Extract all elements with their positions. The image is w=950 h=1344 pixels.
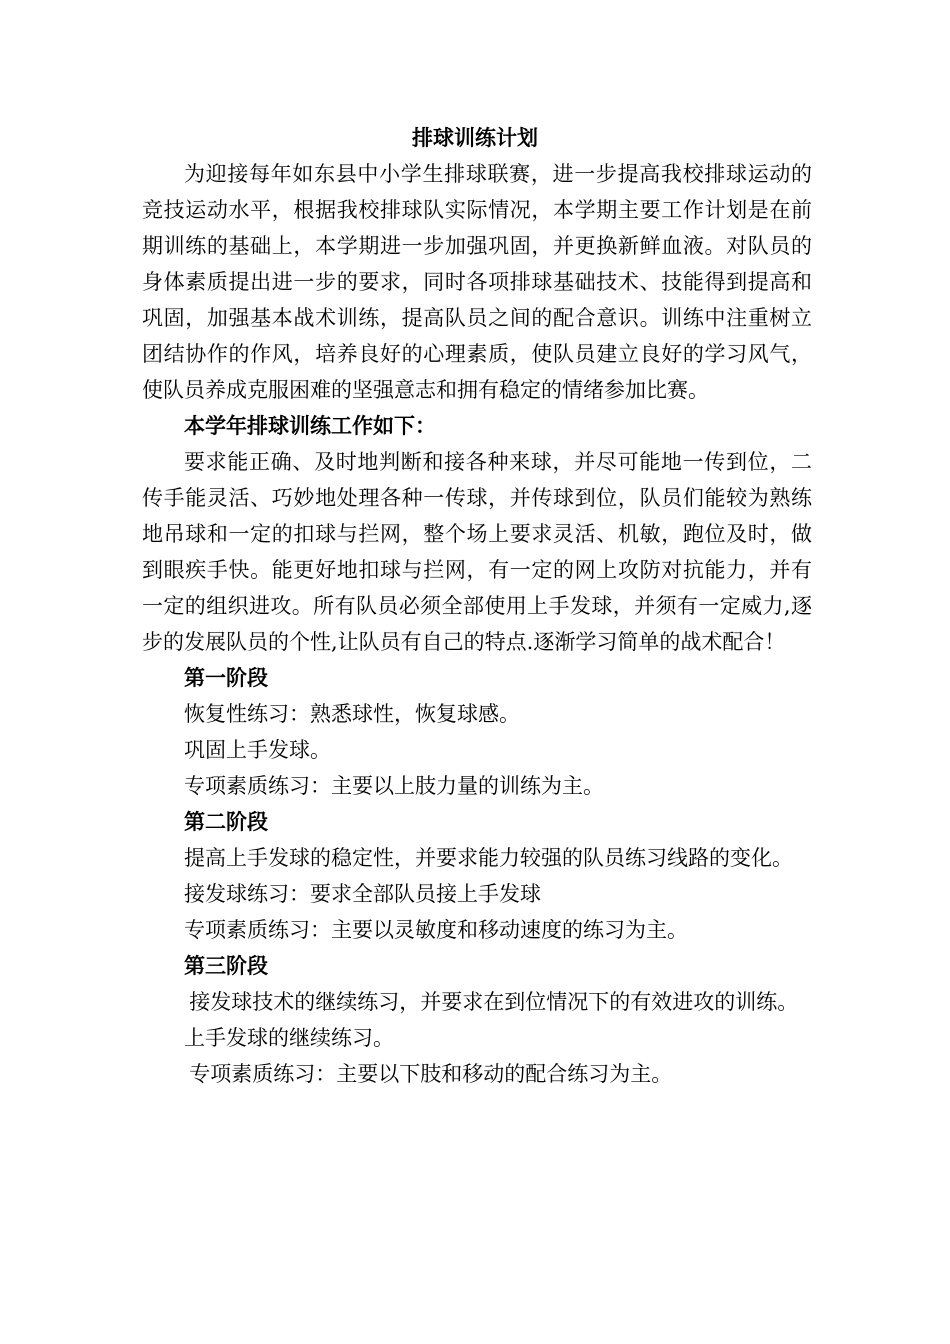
- intro-paragraph: 为迎接每年如东县中小学生排球联赛，进一步提高我校排球运动的竞技运动水平，根据我校排球队实际情况，本学期主要工作计划是在前期训练的基础上，本学期进一步加强巩固，并更换新鲜血液。对队员的身体素质提出进一步的要求，同时各项排球基础技术、技能得到提高和巩固，加强基本战术训练，提高队员之间的配合意识。训练中注重树立团结协作的作风，培养良好的心理素质，使队员建立良好的学习风气，使队员养成克服困难的坚强意志和拥有稳定的情绪参加比赛。: [142, 162, 812, 402]
- document-body: [142, 156, 812, 1092]
- stage-2-item: 接发球练习：要求全部队员接上手发球: [184, 882, 541, 906]
- document-title: 排球训练计划: [412, 125, 538, 150]
- stage-1-item: 专项素质练习：主要以上肢力量的训练为主。: [184, 774, 604, 798]
- stage-2-item: 专项素质练习：主要以灵敏度和移动速度的练习为主。: [184, 918, 688, 942]
- stage-1-heading: 第一阶段: [184, 665, 268, 690]
- stage-2-item: 提高上手发球的稳定性，并要求能力较强的队员练习线路的变化。: [184, 846, 793, 870]
- stage-1-item: 恢复性练习：熟悉球性，恢复球感。: [184, 702, 520, 726]
- stage-1-item: 巩固上手发球。: [184, 738, 331, 762]
- section-heading: 本学年排球训练工作如下：: [184, 413, 436, 438]
- stage-3-item: 专项素质练习：主要以下肢和移动的配合练习为主。: [189, 1062, 673, 1086]
- stage-3-item: 接发球技术的继续练习，并要求在到位情况下的有效进攻的训练。: [189, 990, 799, 1014]
- stage-2-heading: 第二阶段: [184, 809, 268, 834]
- stage-3-item: 上手发球的继续练习。: [184, 1026, 394, 1050]
- stage-3-heading: 第三阶段: [184, 953, 268, 978]
- requirements-paragraph: 要求能正确、及时地判断和接各种来球，并尽可能地一传到位，二传手能灵活、巧妙地处理各种一传球，并传球到位，队员们能较为熟练地吊球和一定的扣球与拦网，整个场上要求灵活、机敏，跑位及时，做到眼疾手快。能更好地扣球与拦网，有一定的网上攻防对抗能力，并有一定的组织进攻。所有队员必须全部使用上手发球，并须有一定威力,逐步的发展队员的个性,让队员有自己的特点.逐渐学习简单的战术配合！: [142, 450, 812, 654]
